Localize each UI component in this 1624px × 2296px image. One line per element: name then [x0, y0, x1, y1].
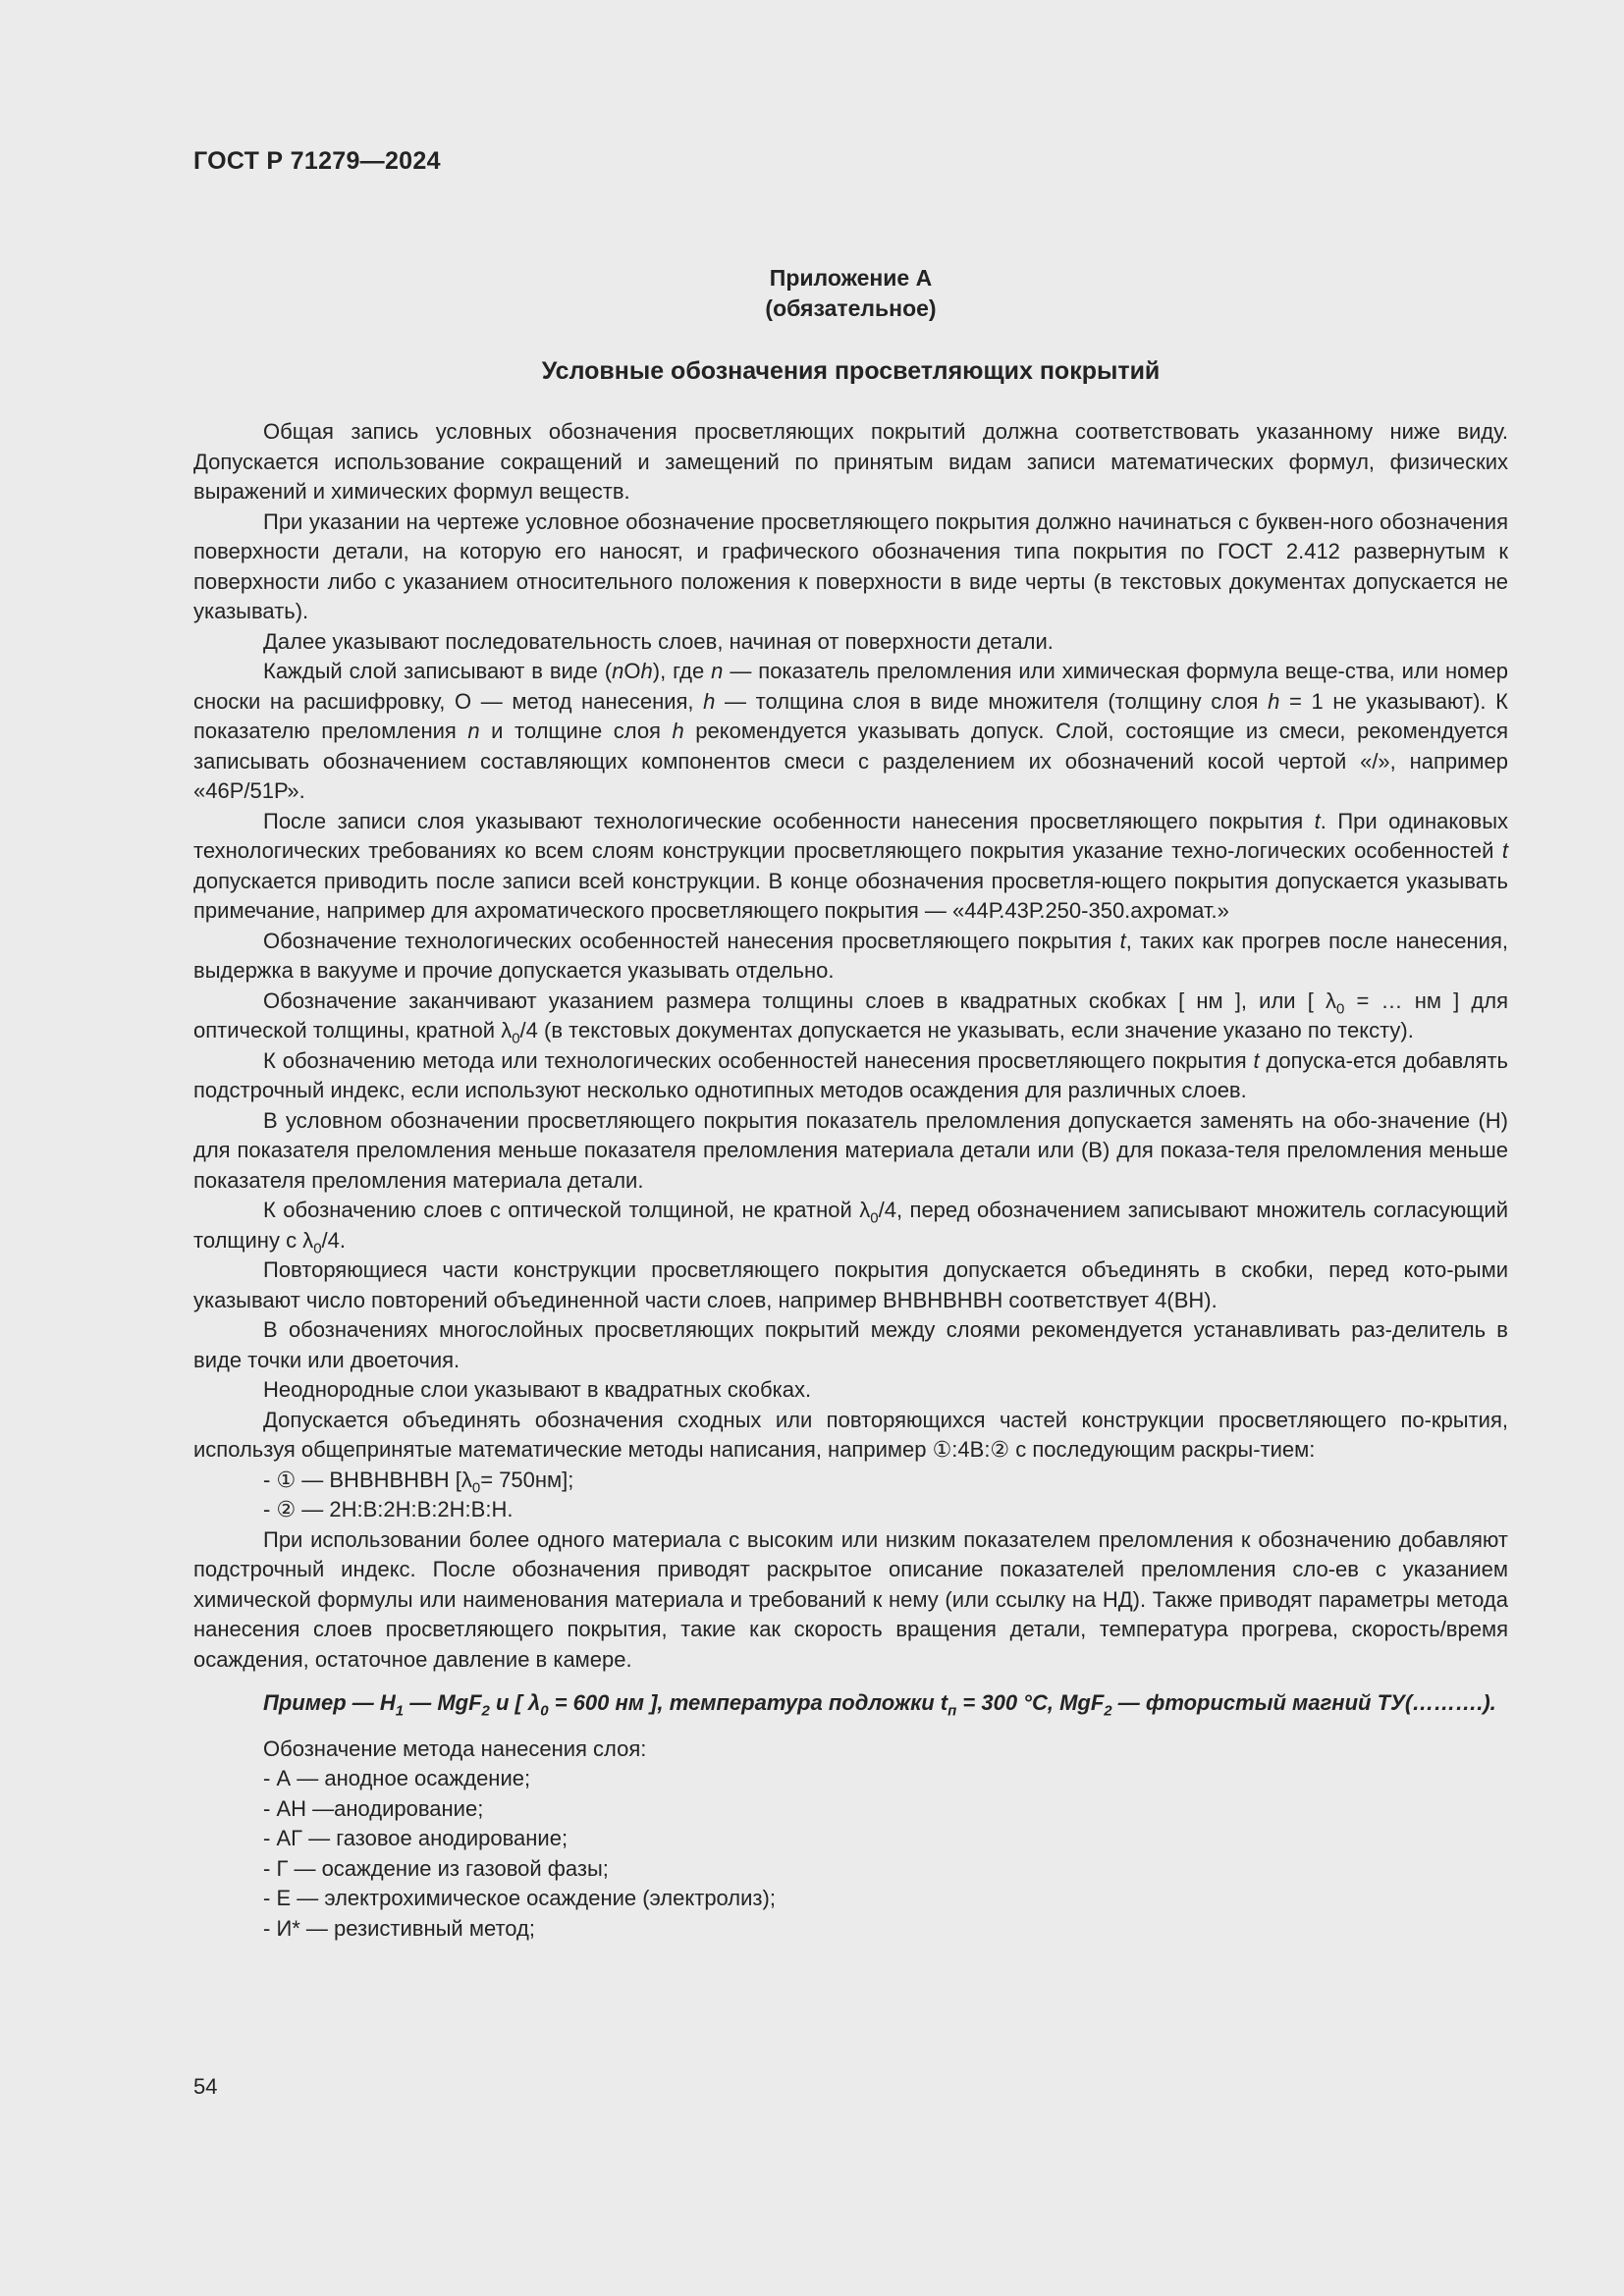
appendix-type: (обязательное): [765, 295, 937, 321]
paragraph-subscript-index: К обозначению метода или технологических особенностей нанесения просветляющего покрытия t допуска-ется добавлять подстрочный индекс, если используют несколько однотипных методов осаждения для различных слоев.: [193, 1047, 1508, 1102]
paragraph-tech-features-separate: Обозначение технологических особенностей нанесения просветляющего покрытия t, таких как прогрев после нанесения, выдержка в вакууме и прочие допускается указывать отдельно.: [193, 928, 1508, 983]
list-item: - ① — ВНВНВНВН $[\lambda_0= 750нм]$;: [263, 1467, 574, 1496]
paragraph-tech-features: После записи слоя указывают технологические особенности нанесения просветляющего покрытия t. При одинаковых технологических требованиях ко всем слоям конструкции просветляющего покрытия указание техно-логических особенностей t допускается приводить после записи всей конструкции. В конце обозначения просветля-ющего покрытия допускается указывать примечание, например для ахроматического просветляющего покрытия — «44Р.43Р.250-350.ахромат.»: [193, 808, 1509, 923]
paragraph-general-notation: Общая запись условных обозначения просветляющих покрытий должна соответствовать указанному ниже виду. Допускается использование сокращений и замещений по принятым видам записи математических формул, физических выражений и химических формул веществ.: [193, 419, 1508, 504]
list-item: - АГ — газовое анодирование;: [263, 1826, 568, 1850]
paragraph-repeating-parts: Повторяющиеся части конструкции просветляющего покрытия допускается объединять в скобки, перед кото-рыми указывают число повторений объединенной части слоев, например ВНВНВНВН соответствует 4(ВН).: [193, 1257, 1508, 1312]
paragraph-thickness: Обозначение заканчивают указанием размера толщины слоев в квадратных скобках [ нм ], или [ $\lambda_0$ = … нм ] для оптической толщины, кратной $\lambda_0/4$ (в текстовых документах допускается не указывать, если значение указано по тексту).: [193, 988, 1508, 1047]
expansion-list: [193, 1466, 1508, 1525]
list-item: - Е — электрохимическое осаждение (электролиз);: [263, 1886, 776, 1910]
paragraph-layer-format: Каждый слой записывают в виде (nOh), где n — показатель преломления или химическая формула веще-ства, или номер сноски на расшифровку, O — метод нанесения, h — толщина слоя в виде множителя (толщину слоя h = 1 не указывают). К показателю преломления n и толщине слоя h рекомендуется указывать допуск. Слой, состоящие из смеси, рекомендуется записывать обозначением составляющих компонентов смеси с разделением их обозначений косой чертой «/», например «46Р/51Р».: [193, 659, 1508, 803]
paragraph-inhomogeneous: Неоднородные слои указывают в квадратных скобках.: [263, 1377, 812, 1402]
paragraph-layer-sequence: Далее указывают последовательность слоев, начиная от поверхности детали.: [263, 628, 1054, 654]
paragraph-drawing-notation: При указании на чертеже условное обозначение просветляющего покрытия должно начинаться с буквен-ного обозначения поверхности детали, на которую его наносят, и графического обозначения типа покрытия по ГОСТ 2.412 развернутым к поверхности либо с указанием относительного положения к поверхности в виде черты (в текстовых документах допускается не указывать).: [193, 508, 1508, 623]
example-paragraph: Пример — $Н_1$ — MgF$_2$ и [ $\lambda_0 = 600$ нм ], температура подложки $t_п = 300$ °C, MgF$_2$ — фтористый магний ТУ(……….).: [263, 1690, 1496, 1720]
list-item: - И* — резистивный метод;: [263, 1915, 535, 1941]
document-id: ГОСТ Р 71279—2024: [193, 147, 441, 175]
body-text: [193, 417, 1508, 1944]
paragraph-index-replacement: В условном обозначении просветляющего покрытия показатель преломления допускается заменять на обо-значение (Н) для показателя преломления меньше показателя преломления материала детали или (В) для показа-теля преломления меньше показателя преломления материала детали.: [193, 1107, 1508, 1193]
appendix-title: Приложение А: [769, 265, 933, 291]
list-item: - АН —анодирование;: [263, 1795, 484, 1821]
list-item: - А — анодное осаждение;: [263, 1766, 531, 1790]
page-number: 54: [193, 2074, 218, 2099]
paragraph-combining: Допускается объединять обозначения сходных или повторяющихся частей конструкции просветляющего по-крытия, используя общепринятые математические методы написания, например ①:4В:② с последующим раскры-тием:: [193, 1407, 1508, 1462]
paragraph-method-heading: Обозначение метода нанесения слоя:: [263, 1735, 647, 1761]
paragraph-multiplier: К обозначению слоев с оптической толщиной, не кратной $\lambda_0/4$, перед обозначением записывают множитель согласующий толщину с $\lambda_0/4$.: [193, 1198, 1508, 1256]
document-page: [193, 147, 1508, 1944]
paragraph-separator: В обозначениях многослойных просветляющих покрытий между слоями рекомендуется устанавливать раз-делитель в виде точки или двоеточия.: [193, 1317, 1508, 1372]
section-title: Условные обозначения просветляющих покрытий: [541, 357, 1161, 385]
list-item: - ② — 2Н:В:2Н:В:2Н:В:Н.: [263, 1497, 514, 1522]
appendix-heading: [193, 263, 1508, 324]
methods-list: [193, 1764, 1508, 1944]
list-item: - Г — осаждение из газовой фазы;: [263, 1855, 609, 1881]
paragraph-multiple-materials: При использовании более одного материала с высоким или низким показателем преломления к обозначению добавляют подстрочный индекс. После обозначения приводят раскрытое описание показателей преломления сло-ев с указанием химической формулы или наименования материала и требований к нему (или ссылку на НД). Также приводят параметры метода нанесения слоев просветляющего покрытия, такие как скорость вращения детали, температура прогрева, скорость/время осаждения, остаточное давление в камере.: [193, 1526, 1508, 1672]
